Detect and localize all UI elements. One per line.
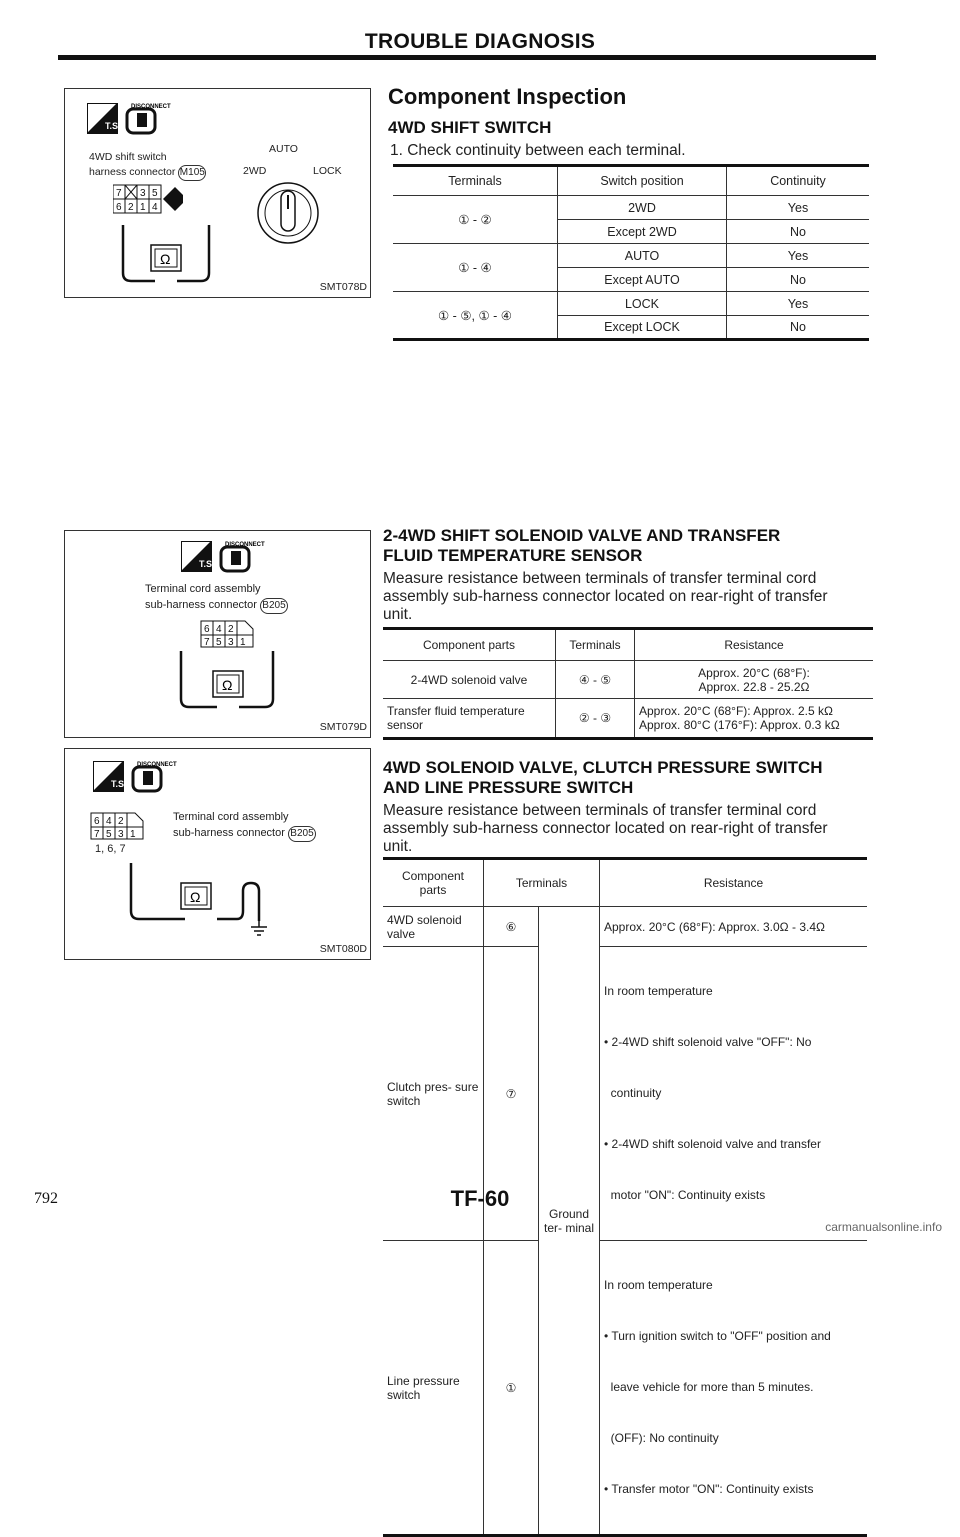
col-terminals: Terminals — [556, 629, 635, 661]
table-cell: Except LOCK — [558, 316, 727, 340]
svg-text:7: 7 — [94, 829, 100, 840]
page-number-left: 792 — [34, 1190, 58, 1207]
pin-note: 1, 6, 7 — [95, 843, 126, 855]
disconnect-label: DISCONNECT — [131, 104, 171, 110]
svg-text:6: 6 — [204, 624, 210, 635]
header-rule — [58, 55, 876, 60]
clutch-paragraph: Measure resistance between terminals of transfer terminal cord assembly sub-harness connector located on rear-right of transfer unit. — [383, 802, 828, 855]
table-cell: In room temperature • Turn ignition switch to "OFF" position and leave vehicle for more than 5 minutes. (OFF): No continuity • Transfer motor "ON": Continuity exists — [600, 1241, 868, 1536]
connector-code: B205 — [288, 826, 316, 842]
connector-pin-grid-icon — [85, 809, 155, 845]
table-cell: No — [727, 220, 870, 244]
col-resistance: Resistance — [600, 859, 868, 907]
table-cell: Clutch pres- sure switch — [383, 947, 484, 1241]
table-cell: ⑦ — [484, 947, 539, 1241]
table-cell: In room temperature • 2-4WD shift solenoid valve "OFF": No continuity • 2-4WD shift solenoid valve and transfer motor "ON": Continuity exists — [600, 947, 868, 1241]
meter-symbol: Ω — [160, 251, 171, 267]
svg-text:1: 1 — [140, 202, 146, 213]
connector-code: B205 — [260, 598, 288, 614]
shift-switch-step: 1. Check continuity between each terminal. — [390, 142, 686, 159]
svg-text:6: 6 — [116, 202, 122, 213]
svg-text:4: 4 — [216, 624, 222, 635]
table-cell: ② - ③ — [556, 699, 635, 739]
col-terminals: Terminals — [484, 859, 600, 907]
svg-text:5: 5 — [106, 829, 112, 840]
svg-text:3: 3 — [118, 829, 124, 840]
fig-line2: sub-harness connector B205 — [145, 598, 288, 614]
svg-text:2: 2 — [228, 624, 234, 635]
figure-shift-switch — [64, 88, 371, 298]
table-cell: ④ - ⑤ — [556, 661, 635, 699]
table-cell: ① - ② — [393, 196, 558, 244]
figure-id: SMT078D — [319, 281, 367, 293]
switch-2wd-label: 2WD — [243, 165, 267, 177]
fig-line1: Terminal cord assembly — [145, 583, 261, 595]
svg-text:1: 1 — [130, 829, 136, 840]
svg-text:DISCONNECT: DISCONNECT — [137, 762, 177, 768]
switch-lock-label: LOCK — [313, 165, 342, 177]
svg-text:1: 1 — [240, 637, 246, 648]
figure-solenoid — [64, 530, 371, 738]
switch-auto-label: AUTO — [269, 143, 298, 155]
table-cell: Approx. 20°C (68°F): Approx. 22.8 - 25.2Ω — [635, 661, 874, 699]
svg-text:3: 3 — [140, 188, 146, 199]
table-cell: Transfer fluid temperature sensor — [383, 699, 556, 739]
solenoid-title: 2-4WD SHIFT SOLENOID VALVE AND TRANSFER FLUID TEMPERATURE SENSOR — [383, 526, 781, 565]
ts-disconnect-icon — [181, 541, 291, 587]
table-cell: Line pressure switch — [383, 1241, 484, 1536]
svg-text:2: 2 — [118, 816, 124, 827]
table-cell: Yes — [727, 292, 870, 316]
shift-switch-table — [393, 164, 869, 341]
fig-line1: Terminal cord assembly — [173, 811, 289, 823]
svg-text:DISCONNECT: DISCONNECT — [225, 542, 265, 548]
watermark: carmanualsonline.info — [825, 1220, 942, 1234]
svg-text:5: 5 — [216, 637, 222, 648]
table-cell: AUTO — [558, 244, 727, 268]
table-cell: Approx. 20°C (68°F): Approx. 2.5 kΩ Approx. 80°C (176°F): Approx. 0.3 kΩ — [635, 699, 874, 739]
figure-id: SMT080D — [319, 943, 367, 955]
col-resistance: Resistance — [635, 629, 874, 661]
svg-text:2: 2 — [128, 202, 134, 213]
svg-text:6: 6 — [94, 816, 100, 827]
table-cell: Yes — [727, 244, 870, 268]
table-cell: 4WD solenoid valve — [383, 907, 484, 947]
col-continuity: Continuity — [727, 166, 870, 196]
table-cell: Except 2WD — [558, 220, 727, 244]
page-title: TROUBLE DIAGNOSIS — [364, 30, 596, 53]
svg-text:7: 7 — [116, 188, 122, 199]
section-title: Component Inspection — [388, 84, 627, 109]
col-component-parts: Component parts — [383, 859, 484, 907]
connector-code: M105 — [178, 165, 206, 181]
table-cell: ① - ④ — [393, 244, 558, 292]
solenoid-table — [383, 627, 873, 740]
fig-line2: sub-harness connector B205 — [173, 826, 316, 842]
shift-switch-title: 4WD SHIFT SWITCH — [388, 118, 552, 137]
ohmmeter-ground-icon — [121, 863, 301, 953]
table-cell: ① - ⑤, ① - ④ — [393, 292, 558, 340]
connector-pin-grid-icon — [195, 617, 265, 653]
figure-clutch-switch — [64, 748, 371, 960]
svg-text:3: 3 — [228, 637, 234, 648]
col-terminals: Terminals — [393, 166, 558, 196]
ohmmeter-icon — [111, 225, 221, 295]
clutch-title: 4WD SOLENOID VALVE, CLUTCH PRESSURE SWITCH AND LINE PRESSURE SWITCH — [383, 758, 823, 797]
ts-badge: T.S. — [105, 121, 121, 131]
svg-text:4: 4 — [106, 816, 112, 827]
figure-id: SMT079D — [319, 721, 367, 733]
fig-line2: harness connector M105 — [89, 165, 206, 181]
svg-text:T.S.: T.S. — [199, 559, 215, 569]
page-code: TF-60 — [450, 1186, 510, 1211]
ohmmeter-icon — [173, 651, 283, 721]
svg-text:5: 5 — [152, 188, 158, 199]
svg-text:Ω: Ω — [222, 677, 233, 693]
svg-text:7: 7 — [204, 637, 210, 648]
ts-disconnect-icon — [87, 103, 197, 149]
table-cell: LOCK — [558, 292, 727, 316]
table-cell: No — [727, 268, 870, 292]
table-cell: Approx. 20°C (68°F): Approx. 3.0Ω - 3.4Ω — [600, 907, 868, 947]
col-switch-position: Switch position — [558, 166, 727, 196]
rotary-switch-icon — [253, 173, 323, 253]
connector-pin-grid-icon — [113, 183, 183, 215]
solenoid-paragraph: Measure resistance between terminals of transfer terminal cord assembly sub-harness connector located on rear-right of transfer unit. — [383, 570, 828, 623]
svg-text:T.S.: T.S. — [111, 779, 127, 789]
table-cell: 2WD — [558, 196, 727, 220]
table-cell: 2-4WD solenoid valve — [383, 661, 556, 699]
table-cell: No — [727, 316, 870, 340]
table-cell: ① — [484, 1241, 539, 1536]
table-cell: ⑥ — [484, 907, 539, 947]
table-cell: Except AUTO — [558, 268, 727, 292]
table-cell: Yes — [727, 196, 870, 220]
ts-disconnect-icon — [93, 761, 203, 807]
fig-line1: 4WD shift switch — [89, 151, 167, 163]
svg-text:Ω: Ω — [190, 889, 201, 905]
col-component-parts: Component parts — [383, 629, 556, 661]
ground-terminal: Ground ter- minal — [539, 907, 600, 1536]
svg-text:4: 4 — [152, 202, 158, 213]
